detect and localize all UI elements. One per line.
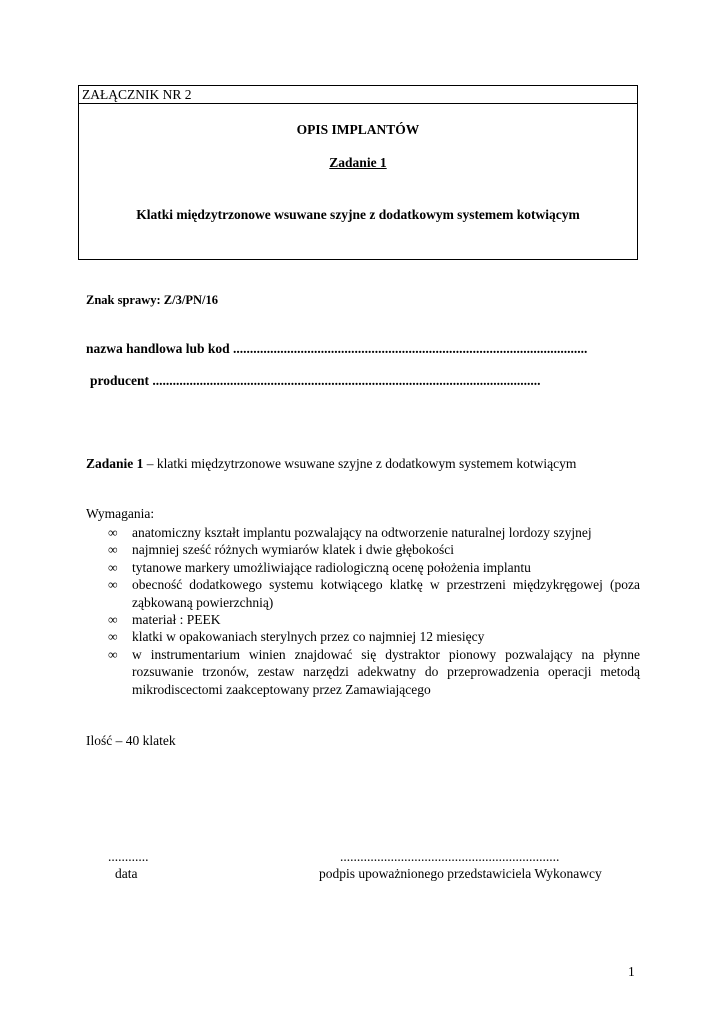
annex-label: ZAŁĄCZNIK NR 2 [82,87,192,102]
requirements-list [108,524,640,698]
page-number: 1 [628,964,635,979]
document-title: OPIS IMPLANTÓW [296,122,420,137]
infinity-bullet-icon: ∞ [108,559,118,575]
infinity-bullet-icon: ∞ [108,577,118,593]
producer-field: producent ................................................................................................................... [90,373,541,388]
infinity-bullet-icon: ∞ [108,629,118,645]
requirement-text: w instrumentarium winien znajdować się dystraktor pionowy pozwalający na płynne rozsuwanie trzonów, zestaw narzędzi adekwatny do przeprowadzenia operacji metodą mikrodiscectomi zaakceptowany przez Zamawiającego [132,646,640,697]
infinity-bullet-icon: ∞ [108,525,118,540]
list-item [108,524,640,541]
list-item [108,628,640,645]
requirements-heading: Wymagania: [86,506,155,521]
quantity: Ilość – 40 klatek [86,733,176,748]
header-box [78,85,638,260]
infinity-bullet-icon: ∞ [108,646,118,662]
list-item [108,541,640,558]
date-label: data [115,866,138,881]
requirement-text: anatomiczny kształt implantu pozwalający na odtworzenie naturalnej lordozy szyjnej [132,525,592,540]
list-item [108,576,640,611]
signature-dots: ................................................................. [340,849,560,864]
annex-row [79,86,637,104]
task-line [86,456,576,472]
list-item [108,611,640,628]
list-item [108,646,640,698]
requirement-text: najmniej sześć różnych wymiarów klatek i dwie głębokości [132,542,455,558]
task-title: Zadanie 1 [329,155,387,170]
requirement-text: tytanowe markery umożliwiające radiologiczną ocenę położenia implantu [132,559,531,575]
case-sign: Znak sprawy: Z/3/PN/16 [86,293,218,307]
signature-label: podpis upoważnionego przedstawiciela Wykonawcy [319,866,602,881]
subject-title: Klatki międzytrzonowe wsuwane szyjne z dodatkowym systemem kotwiącym [136,207,580,222]
task-line-label: Zadanie 1 [86,456,144,471]
requirement-text: materiał : PEEK [132,612,221,628]
infinity-bullet-icon: ∞ [108,542,118,558]
date-dots: ............ [108,849,149,864]
requirement-text: klatki w opakowaniach sterylnych przez co najmniej 12 miesięcy [132,629,485,645]
task-line-text: – klatki międzytrzonowe wsuwane szyjne z dodatkowym systemem kotwiącym [143,456,577,471]
list-item [108,559,640,576]
infinity-bullet-icon: ∞ [108,612,118,628]
requirement-text: obecność dodatkowego systemu kotwiącego klatkę w przestrzeni międzykręgowej (poza ząbkowaną powierzchnią) [132,577,640,610]
trade-name-field: nazwa handlowa lub kod ......................................................................................................... [86,341,588,356]
